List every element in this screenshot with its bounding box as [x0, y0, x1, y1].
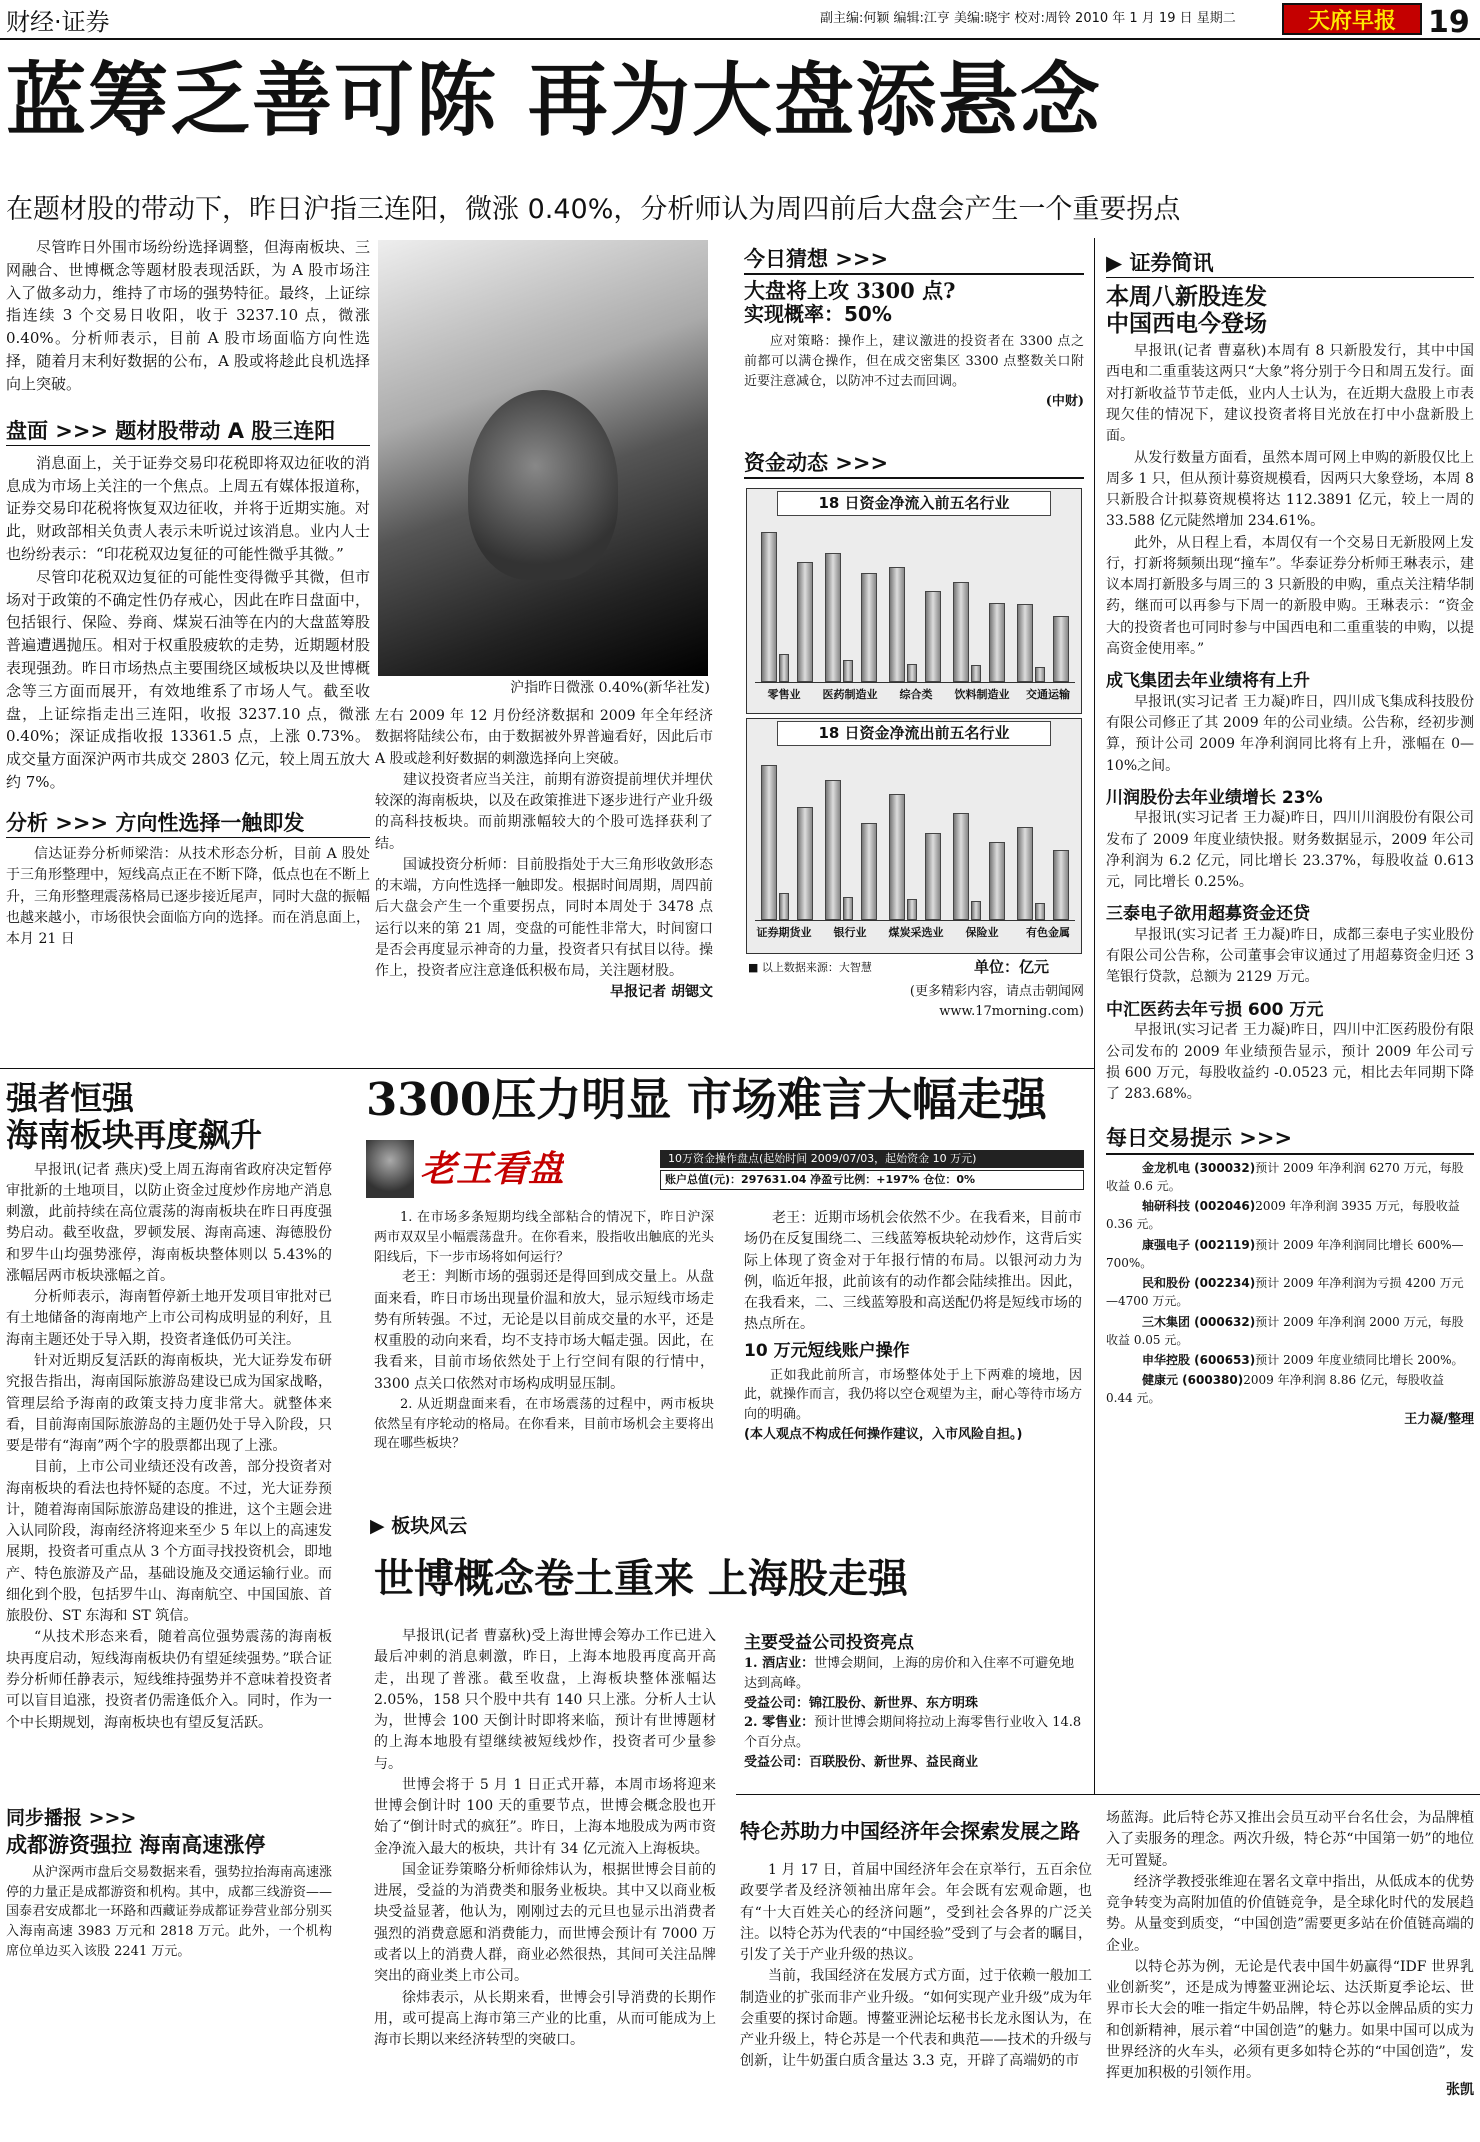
tip-item — [1106, 1236, 1474, 1272]
sync-tag: 同步播报 >>> — [6, 1807, 137, 1829]
paragraph: 国诚投资分析师：目前股指处于大三角形收敛形态的末端，方向性选择一触即发。根据时间周期，周四前后大盘会产生一个重要拐点，同时本周处于 3478 点运行以来的第 21 周，变盘的可能性非常大，时间窗口是否会再度显示神奇的力量，投资者只有拭目以待。操作上，投资者应注意逢低积极布局，关注题材股。 — [375, 856, 713, 980]
paragraph: 分析师表示，海南暂停新土地开发项目审批对已有土地储备的海南地产上市公司构成明显的利好，且海南主题还处于导入期，投资者逢低仍可关注。 — [6, 1289, 332, 1348]
answer: 老王：判断市场的强弱还是得回到成交量上。从盘面来看，昨日市场出现量价温和放大，显示短线市场走势有所转强。不过，无论是以目前成交量的水平，还是权重股的动向来看，均不支持市场大幅走强。因此，在我看来，目前市场依然处于上行空间有限的行情中，3300 点关口依然对市场构成明显压制。 — [374, 1269, 714, 1392]
tip-item — [1106, 1351, 1474, 1369]
page-header — [0, 0, 1480, 40]
chart-category-label: 有色金属 — [1026, 926, 1070, 939]
box-c2: 受益公司：百联股份、新世界、益民商业 — [744, 1754, 979, 1770]
columnist-avatar — [366, 1140, 414, 1198]
tip-item — [1106, 1197, 1474, 1233]
paragraph: 场蓝海。此后特仑苏又推出会员互动平台名仕会，为品牌植入了卖服务的理念。两次升级，特仑苏“中国第一奶”的地位无可置疑。 — [1106, 1810, 1474, 1869]
chart-bar — [825, 553, 841, 682]
box-c1: 受益公司：锦江股份、新世界、东方明珠 — [744, 1695, 979, 1711]
tip-detail: 预计 2009 年度业绩同比增长 200%。 — [1255, 1352, 1464, 1367]
funds-unit: 单位：亿元 — [974, 958, 1050, 976]
tip-item — [1106, 1274, 1474, 1310]
news-photo — [378, 240, 708, 676]
chart-category-label: 综合类 — [899, 688, 933, 701]
sync-title: 成都游资强拉 海南高速涨停 — [6, 1832, 266, 1857]
laowang-title: 3300压力明显 市场难言大幅走强 — [366, 1074, 1047, 1126]
chart-inflow-labels — [751, 687, 1081, 709]
paragraph: 早报讯(实习记者 王力凝)昨日，四川川润股份有限公司发布了 2009 年度业绩快报。财务数据显示，2009 年公司净利润为 6.2 亿元，同比增长 23.37%，每股收益 0.613 元，同比增长 0.25%。 — [1106, 810, 1474, 891]
chart-category-label: 医药制造业 — [822, 688, 878, 701]
paragraph: 信达证券分析师梁浩：从技术形态分析，目前 A 股处于三角形整理中，短线高点正在不断下降，低点也在不断上升，三角形整理震荡格局已逐步接近尾声，同时大盘的振幅也越来越小，市场很快会面临方向的选择。而在消息面上，本月 21 日 — [6, 846, 370, 948]
paragraph: 消息面上，关于证券交易印花税即将双边征收的消息成为市场上关注的一个焦点。上周五有媒体报道称，证券交易印花税将恢复双边征收，并将于近期实施。对此，财政部相关负责人表示未听说过该消息。业内人士也纷纷表示：“印花税双边复征的可能性微乎其微。” — [6, 453, 370, 564]
chart-bar — [1035, 667, 1045, 682]
ad-byline: 张凯 — [1446, 2082, 1474, 2099]
chart-bar — [779, 654, 789, 682]
box-d1: 世博会期间，上海的房价和入住率不可避免地达到高峰。 — [744, 1656, 1075, 1691]
chart-inflow-plot — [755, 519, 1075, 683]
chart-inflow — [746, 488, 1082, 714]
ad-col-a — [740, 1860, 1092, 2142]
account-stats: 账户总值(元)：297631.04 净盈亏比例：+197% 仓位：0% — [660, 1170, 1084, 1190]
paragraph: 左右 2009 年 12 月份经济数据和 2009 年全年经济数据将陆续公布，由于数据被外界普遍看好，因此后市 A 股或趁利好数据的刺激选择向上突破。 — [375, 708, 713, 767]
paragraph: 早报讯(记者 曹嘉秋)受上海世博会筹办工作已进入最后冲刺的消息刺激，昨日，上海本地股再度高开高走，出现了普涨。截至收盘，上海板块整体涨幅达 2.05%，158 只个股中共有 140 只上涨。分析人士认为，世博会 100 天倒计时即将来临，预计有世博题材的上海本地股有望继续被短线炒作，投资者可少量参与。 — [374, 1628, 716, 1772]
byline: 早报记者 胡锶文 — [610, 984, 713, 1001]
expo-article — [374, 1626, 716, 2142]
chart-bar — [889, 794, 905, 920]
brief-title-1b: 中国西电今登场 — [1106, 310, 1267, 337]
play-icon: ▶ — [1106, 251, 1130, 275]
chart-bar — [1035, 903, 1045, 920]
tip-detail: 2009 年净利润 8.86 亿元，每股收益 0.44 元。 — [1106, 1373, 1444, 1406]
paragraph: 世博会将于 5 月 1 日正式开幕，本周市场将迎来世博会倒计时 100 天的重要节点，世博会概念股也开始了“倒计时式的疯狂”。昨日，上海本地股成为两市资金净流入最大的板块，共计有 34 亿元流入上海板块。 — [374, 1776, 716, 1857]
tip-item — [1106, 1313, 1474, 1349]
chart-outflow — [746, 718, 1082, 954]
brief-title-1: 本周八新股连发 — [1106, 284, 1267, 311]
subhead-analysis: 分析 >>> 方向性选择一触即发 — [6, 810, 370, 838]
column-rule — [1094, 238, 1095, 1794]
laowang-logo-text: 老王看盘 — [420, 1148, 565, 1190]
guess-question: 大盘将上攻 3300 点? — [744, 278, 956, 304]
tip-detail: 预计 2009 年净利润 6270 万元，每股收益 0.6 元。 — [1106, 1160, 1464, 1193]
editor-credits: 副主编:何颖 编辑:江亨 美编:晓宇 校对:周铃 2010 年 1 月 19 日 星期二 — [820, 11, 1236, 26]
brief-column — [1106, 250, 1474, 1776]
tip-detail: 预计 2009 年净利润为亏损 4200 万元—4700 万元。 — [1106, 1276, 1464, 1309]
chart-bar — [825, 780, 841, 920]
paragraph: 早报讯(实习记者 王力凝)昨日，成都三泰电子实业股份有限公司公告称，公司董事会审议通过了用超募资金归还 3 笔银行贷款，总额为 2129 万元。 — [1106, 926, 1474, 986]
chart-bar — [925, 591, 941, 682]
funds-footnote: ■ 以上数据来源：大智慧 — [748, 961, 872, 974]
chart-bar — [761, 532, 777, 682]
chart-inflow-title: 18 日资金净流入前五名行业 — [777, 491, 1051, 516]
tip-stock: 康强电子 (002119) — [1142, 1237, 1256, 1252]
paragraph: 针对近期反复活跃的海南板块，光大证券发布研究报告指出，海南国际旅游岛建设已成为国家战略，管理层给予海南的政策支持力度非常大。就整体来看，目前海南国际旅游岛的主题仍处于导入阶段，只要是带有“海南”两个字的股票都出现了上涨。 — [6, 1352, 332, 1455]
sync-report — [6, 1806, 332, 2136]
guess-tag: 今日猜想 >>> — [744, 246, 1084, 275]
play-icon: ▶ — [370, 1515, 392, 1537]
chart-bar — [925, 833, 941, 920]
lead-paragraph: 尽管昨日外围市场纷纷选择调整，但海南板块、三网融合、世博概念等题材股表现活跃，为 A 股市场注入了做多动力，维持了市场的强势特征。最终，上证综指连续 3 个交易日收阳，收于 3237.10 点，微涨 0.40%。分析师表示，目前 A 股市场面临方向性选择，随着月末利好数据的公布，A 股或将趁此良机选择向上突破。 — [6, 238, 370, 393]
tip-item — [1106, 1371, 1474, 1407]
box-title: 主要受益公司投资亮点 — [744, 1633, 914, 1653]
headline-deck: 在题材股的带动下，昨日沪指三连阳，微涨 0.40%，分析师认为周四前后大盘会产生一个重要拐点 — [6, 194, 1181, 225]
paragraph: 从发行数量方面看，虽然本周可网上申购的新股仅比上周多 1 只，但从预计募资规模看，因两只大象登场，本周 8 只新股合计拟募资规模将达 112.3891 亿元，较上一周的 33.588 亿元陡然增加 234.61%。 — [1106, 449, 1474, 530]
chart-category-label: 零售业 — [767, 688, 801, 701]
chart-bar — [1053, 616, 1069, 682]
answer: 正如我此前所言，市场整体处于上下两难的境地，因此，就操作而言，我仍将以空仓观望为主，耐心等待市场方向的明确。 — [744, 1367, 1082, 1423]
subhead-pan: 盘面 >>> 题材股带动 A 股三连阳 — [6, 418, 370, 446]
paragraph: 早报讯(记者 曹嘉秋)本周有 8 只新股发行，其中中国西电和二重重装这两只“大象”将分别于今日和周五发行。面对打新收益节节走低，业内人士认为，在近期大盘股上市表现欠佳的情况下，建议投资者将目光放在打中小盘新股上面。 — [1106, 343, 1474, 445]
disclaimer: (本人观点不构成任何操作建议，入市风险自担。) — [744, 1426, 1023, 1442]
tip-stock: 健康元 (600380) — [1142, 1373, 1244, 1388]
tip-stock: 轴研科技 (002046) — [1142, 1199, 1256, 1214]
lead-column — [6, 236, 370, 1060]
chart-category-label: 饮料制造业 — [954, 688, 1010, 701]
tips-tag: 每日交易提示 >>> — [1106, 1125, 1474, 1154]
chart-bar — [971, 665, 981, 682]
brief-title-2: 成飞集团去年业绩将有上升 — [1106, 671, 1310, 692]
ad-rule — [736, 1794, 1480, 1795]
chart-bar — [889, 567, 905, 682]
chart-bar — [779, 893, 789, 920]
brief-tag — [1106, 250, 1474, 278]
ad-col-b — [1106, 1808, 1474, 2142]
ad-title: 特仑苏助力中国经济年会探索发展之路 — [740, 1820, 1080, 1843]
chart-bar — [907, 664, 917, 682]
paragraph: 目前，上市公司业绩还没有改善，部分投资者对海南板块的看法也持怀疑的态度。不过，光大证券预计，随着海南国际旅游岛建设的推进，这个主题会进入认同阶段，海南经济将迎来至少 5 年以上的高速发展期，投资者可重点从 3 个方面寻找投资机会，即地产、特色旅游及产品，基础设施及交通运输行业。而细化到个股，包括罗牛山、海南航空、中国国旅、首旅股份、ST 东海和 ST 筑信。 — [6, 1459, 332, 1625]
tip-stock: 金龙机电 (300032) — [1142, 1160, 1256, 1175]
tip-detail: 预计 2009 年净利润 2000 万元，每股收益 0.05 元。 — [1106, 1314, 1464, 1347]
guess-probability: 实现概率：50% — [744, 302, 892, 327]
guess-strategy: 应对策略：操作上，建议激进的投资者在 3300 点之前都可以满仓操作，但在成交密集区 3300 点整数关口附近要注意减仓，以防冲不过去而回调。 — [744, 334, 1084, 389]
paragraph: “从技术形态来看，随着高位强势震荡的海南板块再度启动，短线海南板块仍有望延续强势。”联合证券分析师任静表示，短线维持强势并不意味着投资者可以盲目追涨，投资者仍需逢低介入。同时，作为一个中长期规划，海南板块也有望反复活跃。 — [6, 1629, 332, 1731]
tips-list — [1106, 1159, 1474, 1408]
paragraph: 1 月 17 日，首届中国经济年会在京举行，五百余位政要学者及经济领袖出席年会。年会既有宏观命题，也有“十大百姓关心的经济问题”，受到社会各界的广泛关注。以特仑苏为代表的“中国经验”受到了与会者的瞩目，引发了关于产业升级的热议。 — [740, 1862, 1092, 1964]
brief-tag-text: 证券简讯 — [1129, 251, 1214, 275]
tip-item — [1106, 1159, 1474, 1195]
chart-bar — [861, 573, 877, 682]
chart-bar — [1017, 604, 1033, 682]
hainan-title-2: 海南板块再度飙升 — [6, 1115, 263, 1154]
tip-stock: 民和股份 (002234) — [1142, 1276, 1256, 1291]
paragraph: 早报讯(实习记者 王力凝)昨日，四川成飞集成科技股份有限公司修正了其 2009 年的公司业绩。公告称，经初步测算，预计公司 2009 年净利润同比将有上升，涨幅在 0—10%之间。 — [1106, 693, 1474, 774]
today-guess-box — [744, 246, 1084, 446]
chart-bar — [907, 899, 917, 920]
chart-outflow-plot — [755, 749, 1075, 921]
photo-figure — [468, 390, 618, 580]
funds-more-1: (更多精彩内容，请点击朝闻网 — [909, 984, 1084, 999]
hainan-article — [6, 1080, 332, 1800]
tip-stock: 申华控股 (600653) — [1142, 1352, 1256, 1367]
chart-outflow-title: 18 日资金净流出前五名行业 — [777, 721, 1051, 746]
account-band: 10万资金操作盘点(起始时间 2009/07/03，起始资金 10 万元) — [660, 1150, 1084, 1168]
analysis-column — [375, 706, 713, 1032]
chart-bar — [797, 807, 813, 920]
question: 2. 从近期盘面来看，在市场震荡的过程中，两市板块依然呈有序轮动的格局。在你看来，目前市场机会主要将出现在哪些板块？ — [374, 1396, 714, 1452]
beneficiary-box — [744, 1632, 1084, 1790]
question: 1. 在市场多条短期均线全部粘合的情况下，昨日沪深两市双双呈小幅震荡盘升。在你看来，股指收出触底的光头阳线后，下一步市场将如何运行？ — [374, 1210, 714, 1265]
photo-caption: 沪指昨日微涨 0.40%(新华社发) — [510, 680, 710, 696]
chart-bar — [953, 582, 969, 682]
tip-detail: 2009 年净利润 3935 万元，每股收益 0.36 元。 — [1106, 1199, 1460, 1232]
box-h1: 1. 酒店业： — [744, 1656, 815, 1672]
box-h2: 2. 零售业： — [744, 1715, 815, 1731]
section-label: 财经·证券 — [6, 8, 110, 36]
chart-bar — [861, 823, 877, 920]
account-subhead: 10 万元短线账户操作 — [744, 1340, 910, 1361]
funds-more-2: www.17morning.com) — [939, 1004, 1084, 1019]
chart-bar — [989, 842, 1005, 920]
brief-title-5: 中汇医药去年亏损 600 万元 — [1106, 999, 1324, 1020]
hainan-title-1: 强者恒强 — [6, 1080, 135, 1117]
newspaper-brand: 天府早报 — [1282, 3, 1422, 35]
chart-category-label: 保险业 — [965, 926, 999, 939]
main-headline: 蓝筹乏善可陈 再为大盘添悬念 — [6, 56, 1102, 144]
paragraph: 早报讯(实习记者 王力凝)昨日，四川中汇医药股份有限公司发布的 2009 年业绩预告显示，预计 2009 年公司亏损 600 万元，每股收益约 -0.0523 元，相比去年同期下降了 283.68%。 — [1106, 1022, 1474, 1103]
paragraph: 当前，我国经济在发展方式方面，过于依赖一般加工制造业的扩张而非产业升级。“如何实现产业升级”成为年会重要的探讨命题。博鳌亚洲论坛秘书长龙永图认为，在产业升级上，特仑苏是一个代表和典范——技术的升级与创新，让牛奶蛋白质含量达 3.3 克，开辟了高端奶的市 — [740, 1968, 1092, 2070]
chart-category-label: 证券期货业 — [756, 926, 812, 939]
funds-tag: 资金动态 >>> — [744, 450, 1084, 479]
expo-title: 世博概念卷土重来 上海股走强 — [374, 1556, 908, 1602]
paragraph: 徐炜表示，从长期来看，世博会引导消费的长期作用，或可提高上海市第三产业的比重，从而可能成为上海市长期以来经济转型的突破口。 — [374, 1989, 716, 2049]
answer: 老王：近期市场机会依然不少。在我看来，目前市场仍在反复围绕二、三线蓝筹板块轮动炒作，这背后实际上体现了资金对于年报行情的布局。以银河动力为例，临近年报，此前该有的动作都会陆续推出。因此，在我看来，二、三线蓝筹股和高送配仍将是短线市场的热点所在。 — [744, 1210, 1082, 1333]
expo-tag — [370, 1514, 570, 1539]
tip-detail: 预计 2009 年净利润同比增长 600%—700%。 — [1106, 1237, 1464, 1270]
brief-title-3: 川润股份去年业绩增长 23% — [1106, 787, 1323, 808]
paragraph: 国金证券策略分析师徐炜认为，根据世博会目前的进展，受益的为消费类和服务业板块。其中又以商业板块受益显著，他认为，刚刚过去的元旦也显示出消费者强烈的消费意愿和消费能力，而世博会预计有 7000 万或者以上的消费人群，商业必然很热，其间可关注品牌突出的商业类上市公司。 — [374, 1861, 716, 1985]
tips-byline: 王力凝/整理 — [1404, 1411, 1474, 1427]
tip-stock: 三木集团 (000632) — [1142, 1314, 1256, 1329]
chart-outflow-labels — [751, 925, 1081, 947]
laowang-logo — [366, 1138, 656, 1200]
chart-bar — [971, 901, 981, 920]
laowang-col-b — [744, 1208, 1082, 1514]
chart-bar — [989, 603, 1005, 682]
brief-title-4: 三泰电子欲用超募资金还贷 — [1106, 904, 1310, 925]
expo-tag-text: 板块风云 — [391, 1515, 468, 1537]
chart-bar — [843, 660, 853, 682]
guess-source: (中财) — [1045, 393, 1084, 409]
section-rule — [0, 1068, 1094, 1069]
chart-bar — [843, 897, 853, 920]
chart-bar — [1053, 850, 1069, 920]
paragraph: 早报讯(记者 燕庆)受上周五海南省政府决定暂停审批新的土地项目，以防止资金过度炒作房地产消息刺激，此前持续在高位震荡的海南板块在昨日再度强势启动。截至收盘，罗顿发展、海南高速、海德股份和罗牛山均强势涨停，海南板块整体则以 5.43%的涨幅居两市板块涨幅之首。 — [6, 1161, 332, 1284]
chart-bar — [1017, 827, 1033, 920]
paragraph: 以特仑苏为例，无论是代表中国牛奶赢得“IDF 世界乳业创新奖”，还是成为博鳌亚洲论坛、达沃斯夏季论坛、世界市长大会的唯一指定牛奶品牌，特仑苏以金牌品质的实力和创新精神，展示着“中国创造”的魅力。如果中国可以成为世界经济的火车头，必须有更多如特仑苏的“中国创造”，发挥更加积极的引领作用。 — [1106, 1958, 1474, 2082]
paragraph: 从沪深两市盘后交易数据来看，强势拉抬海南高速涨停的力量正是成都游资和机构。其中，成都三线游资——国泰君安成都北一环路和西藏证券成都证券营业部分别买入海南高速 3983 万元和 2818 万元。此外，一个机构席位单边买入该股 2241 万元。 — [6, 1864, 332, 1959]
paragraph: 此外，从日程上看，本周仅有一个交易日无新股网上发行，打新将频频出现“撞车”。华泰证券分析师王琳表示，建议本周打新股多与周三的 3 只新股的申购，重点关注精华制药，继而可以再参与下周一的新股申购。王琳表示：“资金大的投资者也可同时参与中国西电和二重重装的申购，以提高资金使用率。” — [1106, 534, 1474, 657]
chart-category-label: 银行业 — [833, 926, 867, 939]
chart-bar — [761, 765, 777, 920]
laowang-col-a — [374, 1208, 714, 1508]
paragraph: 尽管印花税双边复征的可能性变得微乎其微，但市场对于政策的不确定性仍存戒心，因此在昨日盘面中，包括银行、保险、券商、煤炭石油等在内的大盘蓝筹股普遍遭遇抛压。相对于权重股疲软的走势，近期题材股表现强劲。昨日市场热点主要围绕区域板块以及世博概念等三方面而展开，有效地维系了市场人气。截至收盘，上证综指走出三连阳，收报 3237.10 点，微涨 0.40%；深证成指收报 13361.5 点，上涨 0.73%。成交量方面深沪两市共成交 2803 亿元，较上周五放大约 7%。 — [6, 567, 370, 792]
paragraph: 建议投资者应当关注，前期有游资提前埋伏并埋伏较深的海南板块，以及在政策推进下逐步进行产业升级的高科技板块。而前期涨幅较大的个股可选择获利了结。 — [375, 771, 713, 852]
chart-category-label: 交通运输 — [1026, 688, 1070, 701]
paragraph: 经济学教授张维迎在署名文章中指出，从低成本的优势竞争转变为高附加值的价值链竞争，是全球化时代的发展趋势。从量变到质变，“中国创造”需要更多站在价值链高端的企业。 — [1106, 1873, 1474, 1954]
chart-category-label: 煤炭采选业 — [888, 926, 944, 939]
page-number: 19 — [1428, 5, 1470, 40]
chart-bar — [797, 562, 813, 682]
chart-bar — [953, 813, 969, 920]
box-d2: 预计世博会期间将拉动上海零售行业收入 14.8 个百分点。 — [744, 1715, 1082, 1751]
